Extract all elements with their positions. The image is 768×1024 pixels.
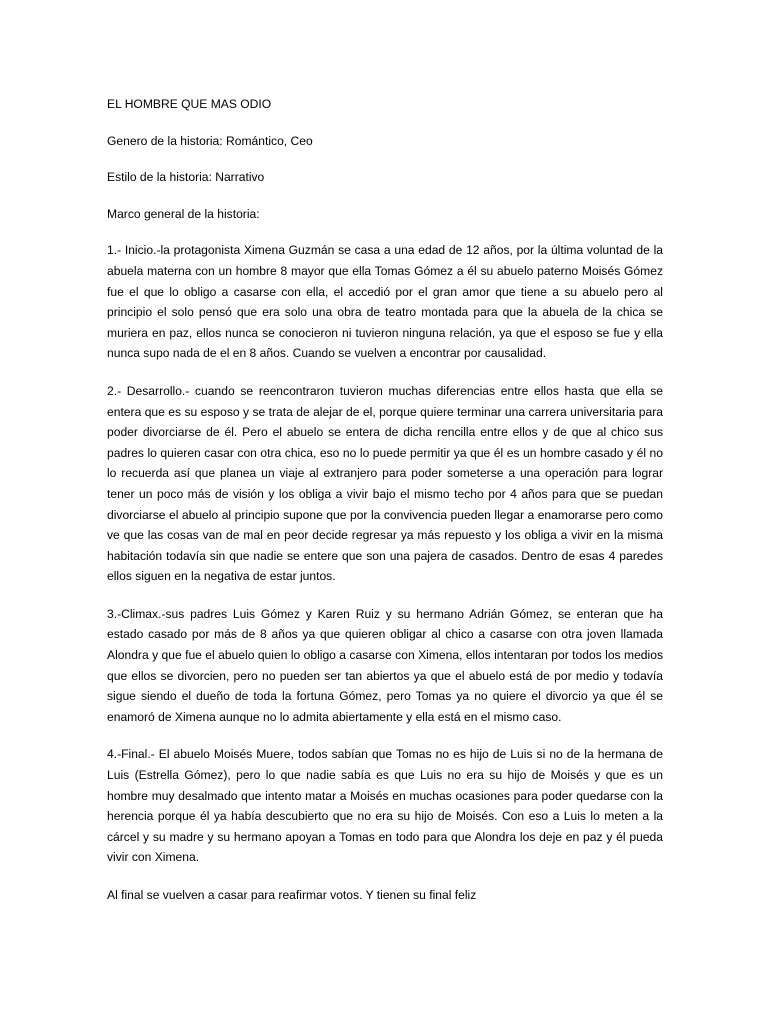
story-genre: Genero de la historia: Romántico, Ceo <box>107 133 313 148</box>
closing-line: Al final se vuelven a casar para reafirmar votos. Y tienen su final feliz <box>107 888 477 902</box>
document-page <box>107 94 663 922</box>
section-final: 4.-Final.- El abuelo Moisés Muere, todos sabían que Tomas no es hijo de Luis si no de la hermana de Luis (Estrella Gómez), pero lo que nadie sabía es que Luis no era su hijo de Moisés y que es un hombre muy desalmado que intento matar a Moisés en muchas ocasiones para poder quedarse con la herencia porque él ya había descubierto que no era su hijo de Moisés. Con eso a Luis lo meten a la cárcel y su madre y su hermano apoyan a Tomas en todo para que Alondra los deje en paz y él pueda vivir con Ximena. <box>107 747 663 865</box>
section-climax: 3.-Climax.-sus padres Luis Gómez y Karen Ruiz y su hermano Adrián Gómez, se enteran que ha estado casado por más de 8 años ya que quieren obligar al chico a casarse con otra joven llamada Alondra y que fue el abuelo quien lo obligo a casarse con Ximena, ellos intentaran por todos los medios que ellos se divorcien, pero no pueden ser tan abiertos ya que el abuelo está de por medio y todavía sigue siendo el dueño de toda la fortuna Gómez, pero Tomas ya no quiere el divorcio ya que él se enamoró de Ximena aunque no lo admita abiertamente y ella está en el mismo caso. <box>107 606 663 724</box>
section-desarrollo: 2.- Desarrollo.- cuando se reencontraron tuvieron muchas diferencias entre ellos hasta que ella se entera que es su esposo y se trata de alejar de el, porque quiere terminar una carrera universitaria para poder divorciarse de él. Pero el abuelo se entera de dicha rencilla entre ellos y de que al chico sus padres lo quieren casar con otra chica, eso no lo puede permitir ya que él es un hombre casado y él no lo recuerda así que planea un viaje al extranjero para poder someterse a una operación para lograr tener un poco más de visión y los obliga a vivir bajo el mismo techo por 4 años para que se puedan divorciarse el abuelo al principio supone que por la convivencia pueden llegar a enamorarse pero como ve que las cosas van de mal en peor decide regresar ya más repuesto y los obliga a vivir en la misma habitación todavía sin que nadie se entere que son una pajera de casados. Dentro de esas 4 paredes ellos siguen en la negativa de estar juntos. <box>107 383 663 584</box>
story-framework-heading: Marco general de la historia: <box>107 206 260 221</box>
document-title: EL HOMBRE QUE MAS ODIO <box>107 97 272 111</box>
story-style: Estilo de la historia: Narrativo <box>107 170 265 185</box>
section-inicio: 1.- Inicio.-la protagonista Ximena Guzmán se casa a una edad de 12 años, por la última voluntad de la abuela materna con un hombre 8 mayor que ella Tomas Gómez a él su abuelo paterno Moisés Gómez fue el que lo obligo a casarse con ella, el accedió por el gran amor que tiene a su abuelo pero al principio el solo pensó que era solo una obra de teatro montada para que la abuela de la chica se muriera en paz, ellos nunca se conocieron ni tuvieron ninguna relación, ya que el esposo se fue y ella nunca supo nada de el en 8 años. Cuando se vuelven a encontrar por causalidad. <box>107 243 663 361</box>
